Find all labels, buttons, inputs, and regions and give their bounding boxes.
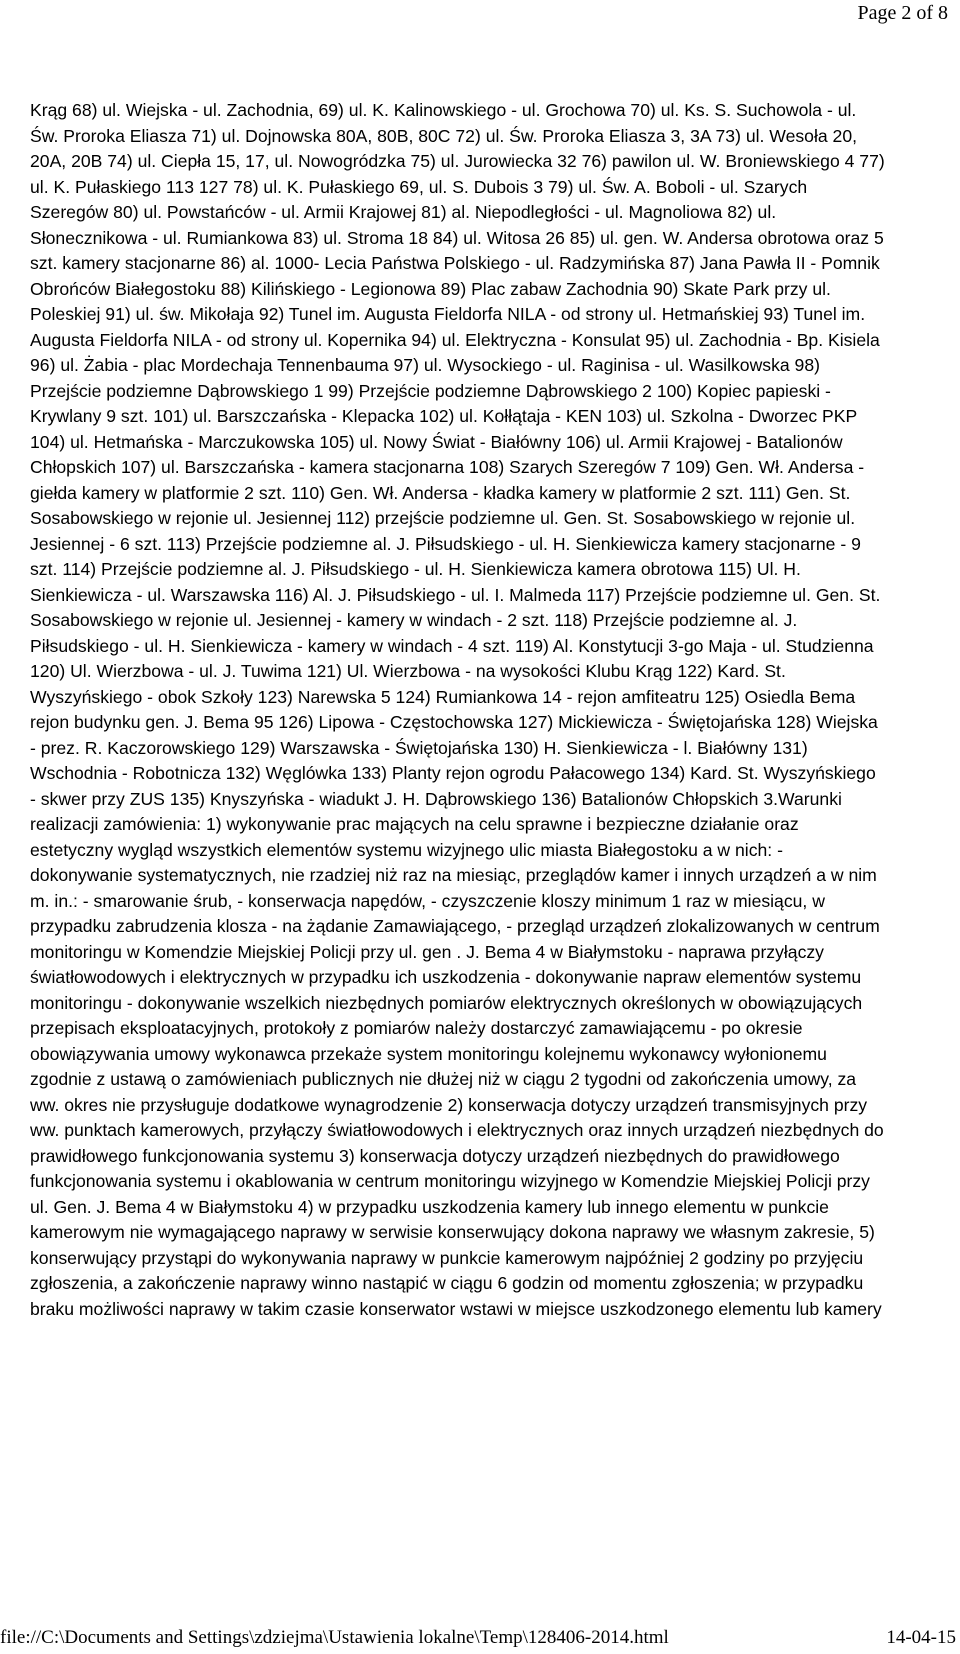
text-line: szt. kamery stacjonarne 86) al. 1000- Lecia Państwa Polskiego - ul. Radzymińska 87) Jana Pawła II - Pomnik bbox=[30, 253, 880, 273]
document-body bbox=[30, 98, 936, 1322]
text-line: kamerowym nie wymagającego naprawy w serwisie konserwujący dokona naprawy we własnym zakresie, 5) bbox=[30, 1222, 875, 1242]
text-line: ul. K. Pułaskiego 113 127 78) ul. K. Pułaskiego 69, ul. S. Dubois 3 79) ul. Św. A. Boboli - ul. Szarych bbox=[30, 176, 808, 197]
text-line: ww. punktach kamerowych, przyłączy światłowodowych i elektrycznych oraz innych urządzeń niezbędnych do bbox=[30, 1120, 884, 1140]
text-line: - skwer przy ZUS 135) Knyszyńska - wiadukt J. H. Dąbrowskiego 136) Batalionów Chłopskich 3.Warunki bbox=[30, 788, 842, 809]
text-line: Jesiennej - 6 szt. 113) Przejście podziemne al. J. Piłsudskiego - ul. H. Sienkiewicza kamery stacjonarne - 9 bbox=[30, 533, 861, 554]
text-line: światłowodowych i elektrycznych w przypadku ich uszkodzenia - dokonywanie napraw elementów systemu bbox=[30, 967, 862, 987]
text-line: Krywlany 9 szt. 101) ul. Barszczańska - Klepacka 102) ul. Kołłątaja - KEN 103) ul. Szkolna - Dworzec PKP bbox=[30, 406, 858, 426]
text-line: zgłoszenia, a zakończenie naprawy winno nastąpić w ciągu 6 godzin od momentu zgłoszenia; w przypadku bbox=[30, 1273, 864, 1293]
text-line: Sosabowskiego w rejonie ul. Jesiennej - kamery w windach - 2 szt. 118) Przejście podziemne al. J. bbox=[30, 610, 798, 630]
text-line: 96) ul. Żabia - plac Mordechaja Tennenbauma 97) ul. Wysockiego - ul. Raginisa - ul. Wasilkowska 98) bbox=[30, 355, 820, 375]
print-date: 14-04-15 bbox=[886, 1627, 956, 1648]
text-line: Sosabowskiego w rejonie ul. Jesiennej 112) przejście podziemne ul. Gen. St. Sosabowskiego w rejonie ul. bbox=[30, 508, 856, 528]
text-line: Sienkiewicza - ul. Warszawska 116) Al. J. Piłsudskiego - ul. I. Malmeda 117) Przejście podziemne ul. Gen. St. bbox=[30, 584, 881, 605]
text-line: Przejście podziemne Dąbrowskiego 1 99) Przejście podziemne Dąbrowskiego 2 100) Kopiec papieski - bbox=[30, 380, 831, 401]
text-line: estetyczny wygląd wszystkich elementów systemu wizyjnego ulic miasta Białegostoku a w nich: - bbox=[30, 839, 783, 860]
text-line: funkcjonowania systemu i okablowania w centrum monitoringu wizyjnego w Komendzie Miejskiej Policji przy bbox=[30, 1171, 870, 1191]
text-line: Obrońców Białegostoku 88) Kilińskiego - Legionowa 89) Plac zabaw Zachodnia 90) Skate Park przy ul. bbox=[30, 278, 831, 299]
text-line: m. in.: - smarowanie śrub, - konserwacja napędów, - czyszczenie kloszy minimum 1 raz w miesiącu, w bbox=[30, 890, 825, 911]
text-line: Piłsudskiego - ul. H. Sienkiewicza - kamery w windach - 4 szt. 119) Al. Konstytucji 3-go Maja - ul. Studzienna bbox=[30, 635, 874, 656]
text-line: Szeregów 80) ul. Powstańców - ul. Armii Krajowej 81) al. Niepodległości - ul. Magnoliowa 82) ul. bbox=[30, 202, 777, 222]
text-line: Słonecznikowa - ul. Rumiankowa 83) ul. Stroma 18 84) ul. Witosa 26 85) ul. gen. W. Andersa obrotowa oraz 5 bbox=[30, 227, 884, 248]
file-path: file://C:\Documents and Settings\zdziejma\Ustawienia lokalne\Temp\128406-2014.html bbox=[0, 1627, 669, 1648]
text-line: Wschodnia - Robotnicza 132) Węglówka 133) Planty rejon ogrodu Pałacowego 134) Kard. St. Wyszyńskiego bbox=[30, 763, 876, 783]
text-line: giełda kamery w platformie 2 szt. 110) Gen. Wł. Andersa - kładka kamery w platformie 2 szt. 111) Gen. St. bbox=[30, 482, 851, 503]
text-line: - prez. R. Kaczorowskiego 129) Warszawska - Świętojańska 130) H. Sienkiewicza - l. Białówny 131) bbox=[30, 737, 808, 758]
text-line: Krąg 68) ul. Wiejska - ul. Zachodnia, 69) ul. K. Kalinowskiego - ul. Grochowa 70) ul. Ks. S. Suchowola - ul. bbox=[30, 100, 857, 120]
page-number-header bbox=[857, 0, 948, 26]
page-footer bbox=[0, 1625, 960, 1651]
page-label: Page 2 of 8 bbox=[857, 2, 948, 24]
text-line: braku możliwości naprawy w takim czasie konserwator wstawi w miejsce uszkodzonego elementu lub kamery bbox=[30, 1298, 882, 1319]
text-line: ww. okres nie przysługuje dodatkowe wynagrodzenie 2) konserwacja dotyczy urządzeń transmisyjnych przy bbox=[30, 1094, 868, 1115]
text-line: realizacji zamówienia: 1) wykonywanie prac mających na celu sprawne i bezpieczne działanie oraz bbox=[30, 814, 799, 834]
text-line: rejon budynku gen. J. Bema 95 126) Lipowa - Częstochowska 127) Mickiewicza - Świętojańska 128) Wiejska bbox=[30, 712, 878, 732]
text-line: ul. Gen. J. Bema 4 w Białymstoku 4) w przypadku uszkodzenia kamery lub innego elementu w punkcie bbox=[30, 1196, 829, 1217]
text-line: konserwujący przystąpi do wykonywania naprawy w punkcie kamerowym najpóźniej 2 godziny po przyjęciu bbox=[30, 1247, 864, 1268]
text-line: szt. 114) Przejście podziemne al. J. Piłsudskiego - ul. H. Sienkiewicza kamera obrotowa 115) Ul. H. bbox=[30, 559, 801, 579]
text-line: obowiązywania umowy wykonawca przekaże system monitoringu kolejnemu wykonawcy wyłonionemu bbox=[30, 1043, 827, 1064]
text-line: 20A, 20B 74) ul. Ciepła 15, 17, ul. Nowogródzka 75) ul. Jurowiecka 32 76) pawilon ul. W. Broniewskiego 4 77) bbox=[30, 151, 885, 171]
text-line: przypadku zabrudzenia klosza - na żądanie Zamawiającego, - przegląd urządzeń zlokalizowanych w centrum bbox=[30, 916, 880, 936]
text-line: monitoringu w Komendzie Miejskiej Policji przy ul. gen . J. Bema 4 w Białymstoku - naprawa przyłączy bbox=[30, 941, 824, 962]
text-line: przepisach eksploatacyjnych, protokoły z pomiarów należy dostarczyć zamawiającemu - po okresie bbox=[30, 1018, 803, 1038]
text-line: zgodnie z ustawą o zamówieniach publicznych nie dłużej niż w ciągu 2 tygodni od zakończenia umowy, za bbox=[30, 1069, 857, 1089]
text-line: monitoringu - dokonywanie wszelkich niezbędnych pomiarów elektrycznych określonych w obowiązujących bbox=[30, 992, 863, 1013]
text-line: prawidłowego funkcjonowania systemu 3) konserwacja dotyczy urządzeń niezbędnych do prawidłowego bbox=[30, 1145, 840, 1166]
text-line: 104) ul. Hetmańska - Marczukowska 105) ul. Nowy Świat - Białówny 106) ul. Armii Krajowej - Batalionów bbox=[30, 431, 843, 452]
text-line: Augusta Fieldorfa NILA - od strony ul. Kopernika 94) ul. Elektryczna - Konsulat 95) ul. Zachodnia - Bp. Kisiela bbox=[30, 329, 880, 350]
text-line: Św. Proroka Eliasza 71) ul. Dojnowska 80A, 80B, 80C 72) ul. Św. Proroka Eliasza 3, 3A 73) ul. Wesoła 20, bbox=[30, 125, 857, 146]
text-line: Poleskiej 91) ul. św. Mikołaja 92) Tunel im. Augusta Fieldorfa NILA - od strony ul. Hetmańskiej 93) Tunel im. bbox=[30, 304, 866, 324]
text-line: dokonywanie systematycznych, nie rzadziej niż raz na miesiąc, przeglądów kamer i innych urządzeń a w nim bbox=[30, 865, 877, 885]
text-line: Wyszyńskiego - obok Szkoły 123) Narewska 5 124) Rumiankowa 14 - rejon amfiteatru 125) Osiedla Bema bbox=[30, 686, 856, 707]
text-line: Chłopskich 107) ul. Barszczańska - kamera stacjonarna 108) Szarych Szeregów 7 109) Gen. Wł. Andersa - bbox=[30, 457, 865, 477]
text-line: 120) Ul. Wierzbowa - ul. J. Tuwima 121) Ul. Wierzbowa - na wysokości Klubu Krąg 122) Kard. St. bbox=[30, 661, 786, 681]
